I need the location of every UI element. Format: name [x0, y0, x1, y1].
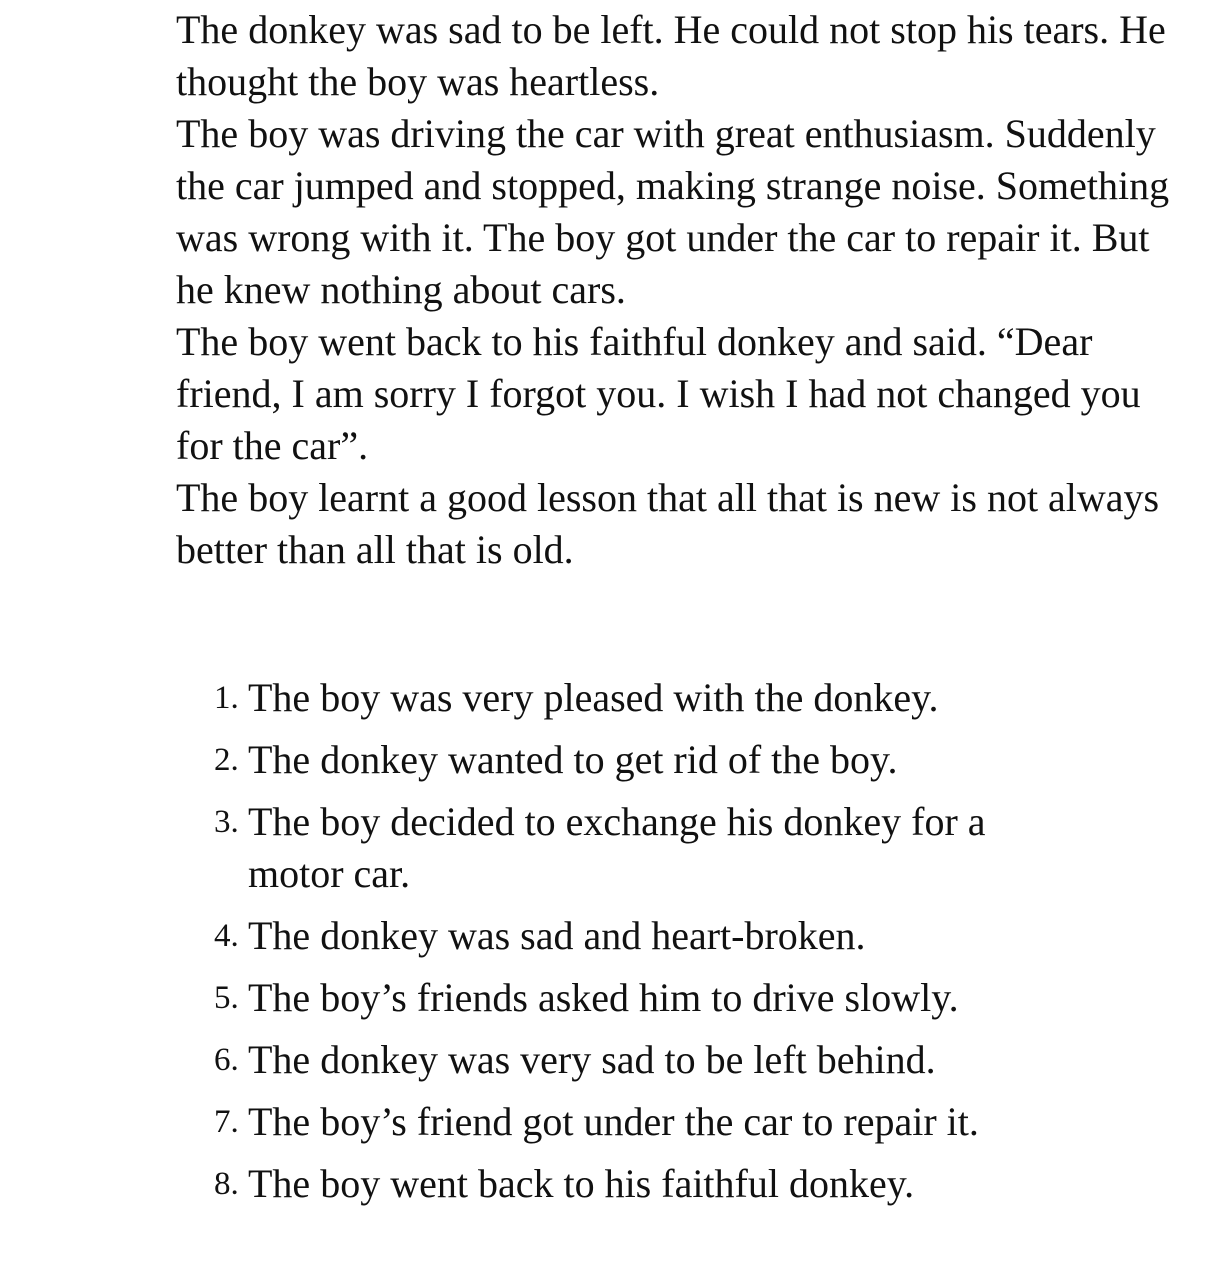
- question-item: [214, 910, 1114, 962]
- question-number: 8.: [214, 1166, 239, 1202]
- story-paragraph: The boy went back to his faithful donkey and said. “Dear friend, I am sorry I forgot you. I wish I had not changed you for the car”.: [176, 319, 1141, 468]
- question-item: [214, 972, 1114, 1024]
- question-item: [214, 1158, 1114, 1210]
- question-text: The boy’s friend got under the car to repair it.: [248, 1099, 979, 1144]
- question-text: The boy’s friends asked him to drive slowly.: [248, 975, 959, 1020]
- question-item: [214, 796, 1114, 900]
- story-paragraph: The boy learnt a good lesson that all that is new is not always better than all that is old.: [176, 475, 1160, 572]
- question-number: 4.: [214, 918, 239, 954]
- question-text: The boy decided to exchange his donkey for a motor car.: [248, 799, 986, 896]
- question-number: 1.: [214, 680, 239, 716]
- question-number: 5.: [214, 980, 239, 1016]
- question-item: [214, 672, 1114, 724]
- question-item: [214, 734, 1114, 786]
- question-number: 3.: [214, 804, 239, 840]
- question-item: [214, 1096, 1114, 1148]
- question-text: The donkey wanted to get rid of the boy.: [248, 737, 898, 782]
- question-number: 2.: [214, 742, 239, 778]
- question-list: [214, 672, 1114, 1220]
- question-number: 6.: [214, 1042, 239, 1078]
- story-paragraph: The donkey was sad to be left. He could not stop his tears. He thought the boy was heartless.: [176, 7, 1166, 104]
- question-text: The boy was very pleased with the donkey.: [248, 675, 939, 720]
- story-paragraph: The boy was driving the car with great enthusiasm. Suddenly the car jumped and stopped, making strange noise. Something was wrong with it. The boy got under the car to repair it. But he knew nothing about cars.: [176, 111, 1170, 312]
- question-number: 7.: [214, 1104, 239, 1140]
- question-item: [214, 1034, 1114, 1086]
- document-page: [176, 0, 1186, 1206]
- question-text: The donkey was sad and heart-broken.: [248, 913, 866, 958]
- story-text: [176, 4, 1186, 576]
- question-text: The boy went back to his faithful donkey.: [248, 1161, 915, 1206]
- question-text: The donkey was very sad to be left behind.: [248, 1037, 936, 1082]
